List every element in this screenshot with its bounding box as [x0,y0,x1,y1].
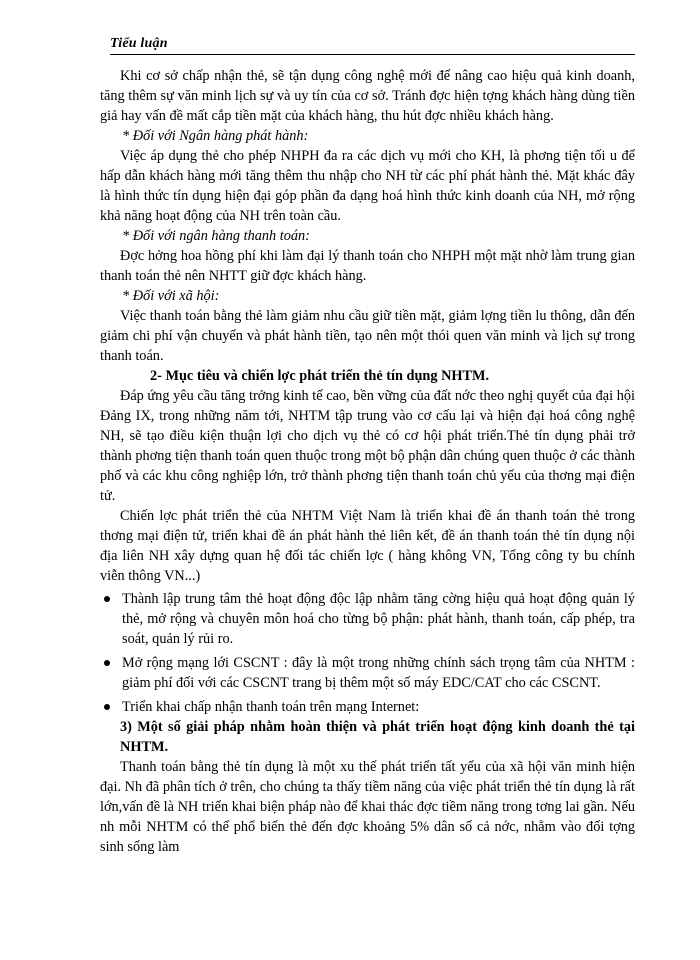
section-heading-3: 3) Một số giải pháp nhằm hoàn thiện và phát triển hoạt động kinh doanh thẻ tại NHTM. [120,719,635,755]
bullet-icon [104,660,110,666]
paragraph-goals: Đáp ứng yêu cầu tăng trởng kinh tế cao, bền vững của đất nớc theo nghị quyết của đại hội Đảng IX, trong những năm tới, NHTM tập trung vào cơ cấu lại và hiện đại hoá công nghệ NH, sẽ tạo điều kiện thuận lợi cho dịch vụ thẻ có cơ hội phát triển.Thẻ tín dụng phải trở thành phơng tiện thanh toán quen thuộc trong một bộ phận dân chúng quen thuộc ở các thành phố và các khu công nghiệp lớn, trở thành phơng tiện thanh toán chủ yếu của thơng mại điện tử. [100,388,635,504]
paragraph-strategy: Chiến lợc phát triển thẻ của NHTM Việt Nam là triển khai đề án thanh toán thẻ trong thơng mại điện tử, triển khai đề án phát hành thẻ liên kết, đề án thanh toán thẻ tín dụng nội địa liên NH xây dựng quan hệ đối tác chiến lợc ( hàng không VN, Tổng công ty bu chính viễn thông VN...) [100,508,635,584]
subheading-acquiring-bank: * Đối với ngân hàng thanh toán: [122,228,310,244]
bullet-icon [104,704,110,710]
subheading-issuing-bank: * Đối với Ngân hàng phát hành: [122,128,309,144]
page-header [110,34,635,55]
paragraph-issuing-bank: Việc áp dụng thẻ cho phép NHPH đa ra các dịch vụ mới cho KH, là phơng tiện tối u để hấp dẫn khách hàng mới tăng thêm thu nhập cho NH từ các phí phát hành thẻ. Mặt khác đây là hình thức tín dụng hiện đại góp phần đa dạng hoá hình thức kinh doanh của NH, mở rộng khả năng hoạt động của NH trên toàn cầu. [100,148,635,224]
document-body [100,66,635,857]
bullet-text: Triển khai chấp nhận thanh toán trên mạng Internet: [122,699,420,715]
bullet-text: Thành lập trung tâm thẻ hoạt động độc lập nhằm tăng cờng hiệu quả hoạt động quản lý thẻ, mở rộng và chuyên môn hoá cho từng bộ phận: phát hành, thanh toán, cấp phép, tra soát, quản lý rủi ro. [122,591,635,647]
paragraph-acquiring-bank: Đợc hởng hoa hồng phí khi làm đại lý thanh toán cho NHPH một mặt nhờ làm trung gian thanh toán thẻ nên NHTT giữ đợc khách hàng. [100,248,635,284]
header-title: Tiểu luận [110,36,168,51]
section-heading-2: 2- Mục tiêu và chiến lợc phát triển thẻ tín dụng NHTM. [150,368,490,384]
list-item [100,697,635,717]
list-item [100,653,635,693]
strategy-bullet-list [100,589,635,717]
subheading-society: * Đối với xã hội: [122,288,220,304]
paragraph-solutions: Thanh toán bằng thẻ tín dụng là một xu thế phát triển tất yếu của xã hội văn minh hiện đại. Nh đã phân tích ở trên, cho chúng ta thấy tiềm năng của việc phát triển thẻ tín dụng là rất lớn,vấn đề là NH triển khai biện pháp nào để khai thác đợc tiềm năng trong tơng lai gần. Nếu nh mỗi NHTM có thể phổ biến thẻ đến đợc khoảng 5% dân số cả nớc, nhằm vào đối tợng sinh sống làm [100,759,635,855]
paragraph-benefits-merchant: Khi cơ sở chấp nhận thẻ, sẽ tận dụng công nghệ mới để nâng cao hiệu quả kinh doanh, tăng thêm sự văn minh lịch sự và uy tín của cơ sở. Tránh đợc hiện tợng khách hàng dùng tiền giả hay vấn đề mất cắp tiền mặt của khách hàng, thu hút đợc nhiều khách hàng. [100,68,635,124]
bullet-icon [104,596,110,602]
bullet-text: Mở rộng mạng lới CSCNT : đây là một trong những chính sách trọng tâm của NHTM : giảm phí đối với các CSCNT trang bị thêm một số máy EDC/CAT cho các CSCNT. [122,655,635,691]
paragraph-society: Việc thanh toán bằng thẻ làm giảm nhu cầu giữ tiền mặt, giảm lợng tiền lu thông, dẫn đến giảm chi phí vận chuyển và phát hành tiền, tạo nên một thói quen văn minh và lịch sự trong thanh toán. [100,308,635,364]
list-item [100,589,635,649]
